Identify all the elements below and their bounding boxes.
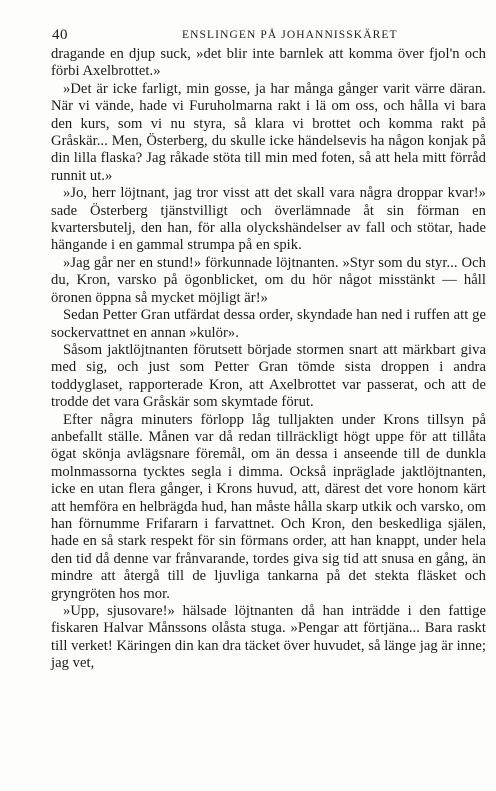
paragraph: »Jag går ner en stund!» förkunnade löjtnanten. »Styr som du styr... Och du, Kron, varsko på ögonblicket, om du hör något misstänkt — håll öronen öppna så mycket möjligt är!» [51, 254, 486, 306]
paragraph: Sedan Petter Gran utfärdat dessa order, skyndade han ned i ruffen att ge sockervattnet en annan »kulör». [51, 307, 486, 341]
paragraph: Efter några minuters förlopp låg tulljakten under Krons tillsyn på anbefallt ställe. Månen var då redan tillräckligt högt uppe för att tillåta ögat skönja avlägsnare föremål, om än dessa i anseende till de dunkla molnmassorna tycktes segla i dimma. Också inpräglade jaktlöjtnanten, icke en utan flera gånger, i Krons huvud, att, därest det vore honom kärt att hemföra en helbrägda hud, han måste hålla skarp utkik och varsko, om han förnumme Frifararn i farvattnet. Och Kron, den beskedliga själen, hade en så stark respekt för sin förmans order, att han knappt, under hela den tid då denne var frånvarande, tordes giva sig tid att snusa en gång, än mindre att återgå till de ljuvliga tankarna på det stekta fläsket och gryngröten hos mor. [51, 411, 486, 602]
paragraph: »Jo, herr löjtnant, jag tror visst att det skall vara några droppar kvar!» sade Österberg tjänstvilligt och överlämnade åt sin förman en kvartersbutelj, den han, för alla olyckshändelser av fall och stötar, hade hängande i en gammal strumpa på en spik. [51, 185, 486, 254]
running-head: ENSLINGEN PÅ JOHANNISSKÄRET [182, 29, 398, 41]
body-text [51, 46, 486, 673]
page-header [52, 27, 482, 45]
paragraph: Såsom jaktlöjtnanten förutsett började stormen snart att märkbart giva med sig, och just som Petter Gran tömde sista droppen i andra toddyglaset, rapporterade Kron, att Axelbrottet var passerat, och att de trodde det vara Gråskär som skymtade förut. [51, 341, 486, 411]
paragraph-continuation: dragande en djup suck, »det blir inte barnlek att komma över fjol'n och förbi Axelbrottet.» [51, 46, 486, 80]
paragraph: »Det är icke farligt, min gosse, ja har många gånger varit värre däran. När vi vände, hade vi Furuholmarna rakt i lä om oss, och hålla vi bara den kurs, som vi nu styra, så klara vi brottet och komma rakt på Gråskär... Men, Österberg, du skulle icke händelsevis ha någon konjak på din lilla flaska? Jag råkade stöta till min med foten, så att hela mitt förråd runnit ut.» [51, 80, 486, 184]
page-number: 40 [52, 27, 68, 43]
paragraph: »Upp, sjusovare!» hälsade löjtnanten då han inträdde i den fattige fiskaren Halvar Månssons olåsta stuga. »Pengar att förtjäna... Bara raskt till verket! Käringen din kan dra täcket över huvudet, så länge jag är inne; jag vet, [51, 603, 486, 672]
